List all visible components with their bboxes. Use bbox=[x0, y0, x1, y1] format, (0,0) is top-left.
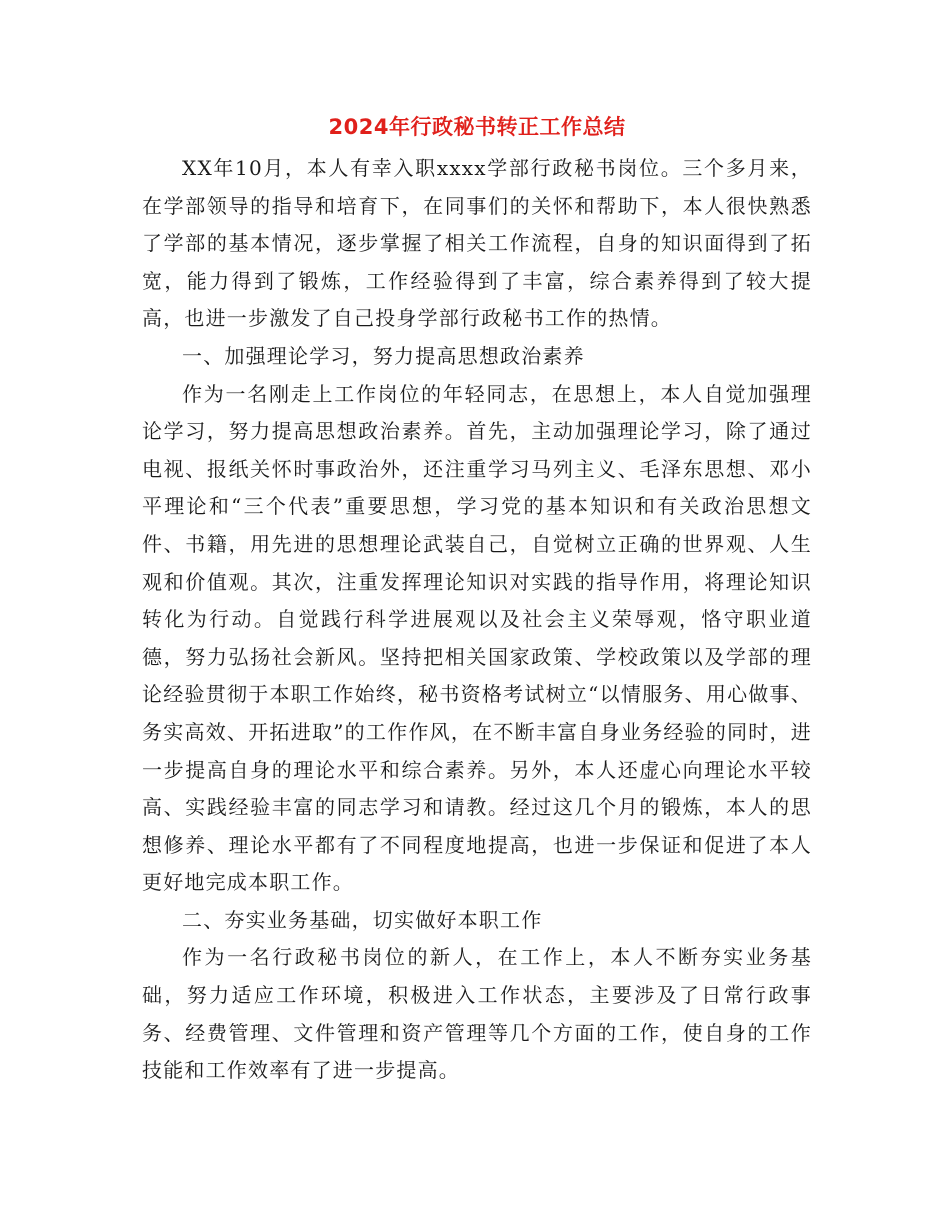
paragraph-business-foundation: 作为一名行政秘书岗位的新人，在工作上，本人不断夯实业务基础，努力适应工作环境，积极进入工作状态，主要涉及了日常行政事务、经费管理、文件管理和资产管理等几个方面的工作，使自身的工作技能和工作效率有了进一步提高。 bbox=[142, 945, 812, 1083]
section-heading-1: 一、加强理论学习，努力提高思想政治素养 bbox=[182, 343, 585, 368]
document-title: 2024年行政秘书转正工作总结 bbox=[328, 115, 626, 139]
section-heading-2: 二、夯实业务基础，切实做好本职工作 bbox=[182, 907, 543, 932]
paragraph-theory-study: 作为一名刚走上工作岗位的年轻同志，在思想上，本人自觉加强理论学习，努力提高思想政治素养。首先，主动加强理论学习，除了通过电视、报纸关怀时事政治外，还注重学习马列主义、毛泽东思想、邓小平理论和“三个代表”重要思想，学习党的基本知识和有关政治思想文件、书籍，用先进的思想理论武装自己，自觉树立正确的世界观、人生观和价值观。其次，注重发挥理论知识对实践的指导作用，将理论知识转化为行动。自觉践行科学进展观以及社会主义荣辱观，恪守职业道德，努力弘扬社会新风。坚持把相关国家政策、学校政策以及学部的理论经验贯彻于本职工作始终，秘书资格考试树立“以情服务、用心做事、务实高效、开拓进取”的工作作风，在不断丰富自身业务经验的同时，进一步提高自身的理论水平和综合素养。另外，本人还虚心向理论水平较高、实践经验丰富的同志学习和请教。经过这几个月的锻炼，本人的思想修养、理论水平都有了不同程度地提高，也进一步保证和促进了本人更好地完成本职工作。 bbox=[142, 381, 812, 895]
paragraph-intro: XX年10月，本人有幸入职xxxx学部行政秘书岗位。三个多月来，在学部领导的指导和培育下，在同事们的关怀和帮助下，本人很快熟悉了学部的基本情况，逐步掌握了相关工作流程，自身的知识面得到了拓宽，能力得到了锻炼，工作经验得到了丰富，综合素养得到了较大提高，也进一步激发了自己投身学部行政秘书工作的热情。 bbox=[142, 156, 812, 331]
